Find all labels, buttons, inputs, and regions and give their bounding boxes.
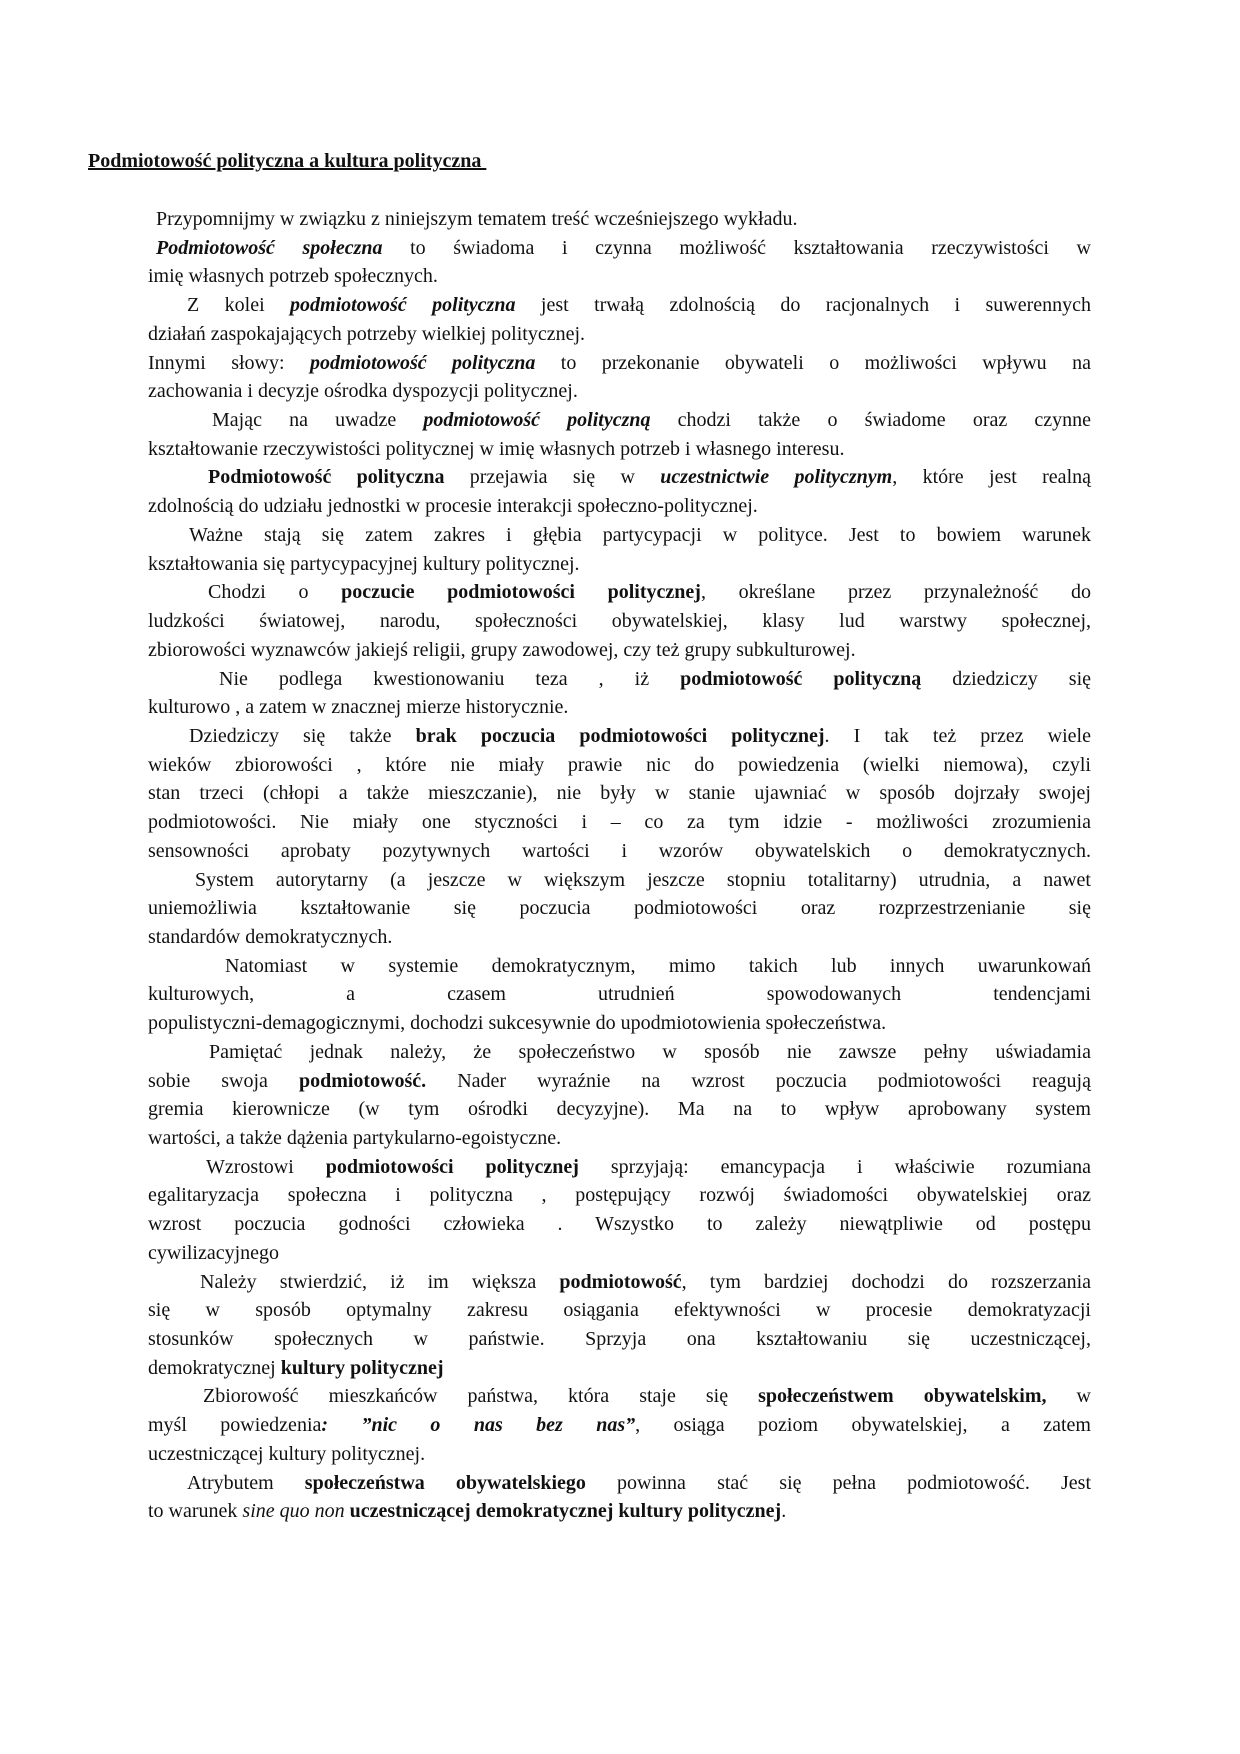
text-run: kształtowanie rzeczywistości politycznej w imię własnych potrzeb i własnego interesu. (148, 437, 845, 460)
text-line (148, 1210, 1091, 1239)
text-run: demokratycznej (148, 1356, 281, 1379)
text-run: Ważne stają się zatem zakres i głębia partycypacji w polityce. Jest to bowiem warunek (189, 523, 1091, 546)
text-run: myśl powiedzenia (148, 1414, 322, 1437)
emphasized-text: Podmiotowość społeczna (156, 236, 383, 259)
text-line (148, 894, 1091, 923)
text-line (148, 722, 1091, 751)
emphasized-text: podmiotowość. (298, 1069, 427, 1092)
emphasized-text: społeczeństwem obywatelskim, (758, 1385, 1047, 1408)
text-run: uniemożliwia kształtowanie się poczucia podmiotowości oraz rozprzestrzenianie się (148, 897, 1091, 920)
text-run: sobie swoja (148, 1069, 299, 1092)
text-run: populistyczni-demagogicznymi, dochodzi sukcesywnie do upodmiotowienia społeczeństwa. (148, 1012, 887, 1035)
text-run: . (781, 1500, 787, 1523)
text-run: Atrybutem (187, 1471, 305, 1494)
text-line (148, 320, 1091, 349)
document-title: Podmiotowość polityczna a kultura polityczna (88, 150, 487, 172)
text-run: stan trzeci (chłopi a także mieszczanie), nie były w stanie ujawniać w sposób dojrzały swojej (148, 782, 1091, 805)
emphasized-text: : ”nic o nas bez nas” (321, 1414, 636, 1437)
text-line (148, 923, 1091, 952)
text-run: sensowności aprobaty pozytywnych wartości i wzorów obywatelskich o demokratycznych. (148, 839, 1091, 862)
text-line (148, 234, 1091, 263)
text-line (148, 435, 1091, 464)
text-line (148, 808, 1091, 837)
text-run: imię własnych potrzeb społecznych. (148, 265, 438, 288)
text-line (148, 1124, 1091, 1153)
text-run: , tym bardziej dochodzi do rozszerzania (681, 1270, 1092, 1293)
text-run: wartości, a także dążenia partykularno-egoistyczne. (148, 1127, 562, 1149)
text-run: stosunków społecznych w państwie. Sprzyja ona kształtowaniu się uczestniczącej, (148, 1328, 1091, 1351)
text-line (148, 665, 1091, 694)
text-line (148, 377, 1091, 406)
text-run: cywilizacyjnego (148, 1241, 280, 1264)
text-run: kulturowo , a zatem w znacznej mierze historycznie. (148, 696, 569, 719)
text-run: przejawia się w (444, 466, 661, 489)
text-run: Należy stwierdzić, iż im większa (200, 1270, 560, 1293)
text-run: wzrost poczucia godności człowieka . Wszystko to zależy niewątpliwie od postępu (148, 1213, 1091, 1236)
text-line (148, 607, 1091, 636)
text-line (148, 751, 1091, 780)
text-line (148, 550, 1091, 579)
text-line (148, 1181, 1091, 1210)
text-run: podmiotowości. Nie miały one styczności i – co za tym idzie - możliwości zrozumienia (148, 811, 1091, 834)
text-line (148, 837, 1091, 866)
text-line (148, 1239, 1091, 1268)
text-run: to świadoma i czynna możliwość kształtowania rzeczywistości w (382, 236, 1091, 259)
text-run: Wzrostowi (206, 1155, 326, 1178)
text-run: zachowania i decyzje ośrodka dyspozycji politycznej. (148, 380, 578, 403)
text-line (148, 980, 1091, 1009)
text-line (148, 463, 1091, 492)
emphasized-text: podmiotowość (559, 1270, 682, 1293)
text-line (148, 1411, 1091, 1440)
emphasized-text: poczucie podmiotowości politycznej (341, 581, 701, 604)
text-line (148, 406, 1091, 435)
text-run: wieków zbiorowości , które nie miały prawie nic do powiedzenia (wielki niemowa), czyli (148, 753, 1091, 776)
document-body (148, 205, 1091, 1526)
text-line (148, 779, 1091, 808)
text-run: Natomiast w systemie demokratycznym, mimo takich lub innych uwarunkowań (225, 954, 1091, 977)
text-run: zdolnością do udziału jednostki w procesie interakcji społeczno-politycznej. (148, 495, 758, 518)
text-line (148, 1296, 1091, 1325)
text-run: , które jest realną (892, 466, 1091, 489)
text-line (148, 1382, 1091, 1411)
text-run: się w sposób optymalny zakresu osiągania efektywności w procesie demokratyzacji (148, 1299, 1091, 1322)
text-run: to przekonanie obywateli o możliwości wpływu na (535, 351, 1091, 374)
text-run: Dziedziczy się także (189, 724, 416, 747)
text-run: standardów demokratycznych. (148, 925, 393, 948)
text-run: uczestniczącej kultury politycznej. (148, 1442, 426, 1465)
text-run: w (1046, 1385, 1091, 1408)
text-line (148, 1268, 1091, 1297)
text-line (148, 1497, 1091, 1526)
emphasized-text: Podmiotowość polityczna (208, 466, 445, 489)
emphasized-text: uczestnictwie politycznym (660, 466, 893, 489)
text-run: chodzi także o świadome oraz czynne (650, 409, 1092, 432)
text-line (148, 492, 1091, 521)
emphasized-text: społeczeństwa obywatelskiego (304, 1471, 586, 1494)
emphasized-text: podmiotowość polityczna (309, 351, 536, 374)
emphasized-text: uczestniczącej demokratycznej kultury politycznej (349, 1500, 782, 1523)
text-run: Pamiętać jednak należy, że społeczeństwo w sposób nie zawsze pełny uświadamia (209, 1040, 1091, 1063)
text-run: to warunek (148, 1500, 243, 1523)
text-run: , określane przez przynależność do (700, 581, 1091, 604)
emphasized-text: brak poczucia podmiotowości politycznej (415, 724, 825, 747)
text-line (148, 1354, 1091, 1383)
emphasized-text: podmiotowość polityczna (290, 294, 516, 317)
text-run: jest trwałą zdolnością do racjonalnych i suwerennych (515, 294, 1091, 317)
text-run: Przypomnijmy w związku z niniejszym tematem treść wcześniejszego wykładu. (156, 208, 798, 230)
text-line (148, 578, 1091, 607)
text-line (148, 952, 1091, 981)
text-run: , osiąga poziom obywatelskiej, a zatem (635, 1414, 1091, 1437)
text-run: egalitaryzacja społeczna i polityczna , postępujący rozwój świadomości obywatelskiej oraz (148, 1184, 1091, 1207)
text-run: dziedziczy się (921, 667, 1092, 690)
text-line (148, 1095, 1091, 1124)
emphasized-text: podmiotowość polityczną (680, 667, 922, 690)
text-run: System autorytarny (a jeszcze w większym jeszcze stopniu totalitarny) utrudnia, a nawet (195, 868, 1091, 891)
text-run: Innymi słowy: (148, 351, 310, 374)
text-run: Nader wyraźnie na wzrost poczucia podmiotowości reagują (426, 1069, 1091, 1092)
text-run: sprzyjają: emancypacja i właściwie rozumiana (578, 1155, 1091, 1178)
text-line (148, 636, 1091, 665)
text-line (148, 1325, 1091, 1354)
text-run: Zbiorowość mieszkańców państwa, która staje się (203, 1385, 759, 1408)
text-line (148, 1067, 1091, 1096)
emphasized-text: sine quo non (242, 1500, 345, 1523)
text-line (148, 1009, 1091, 1038)
emphasized-text: podmiotowości politycznej (325, 1155, 579, 1178)
text-run: kształtowania się partycypacyjnej kultury politycznej. (148, 552, 580, 575)
text-run: gremia kierownicze (w tym ośrodki decyzyjne). Ma na to wpływ aprobowany system (148, 1098, 1091, 1121)
text-run: kulturowych, a czasem utrudnień spowodowanych tendencjami (148, 983, 1091, 1006)
text-line (148, 205, 1091, 234)
text-run: Chodzi o (208, 581, 342, 604)
text-line (148, 693, 1091, 722)
text-line (148, 1469, 1091, 1498)
text-run: Mając na uwadze (212, 409, 424, 432)
text-line (148, 349, 1091, 378)
text-run: działań zaspokajających potrzeby wielkiej politycznej. (148, 322, 586, 345)
text-line (148, 866, 1091, 895)
emphasized-text: kultury politycznej (280, 1356, 444, 1379)
text-run: Z kolei (187, 294, 291, 317)
text-line (148, 1038, 1091, 1067)
text-run: powinna stać się pełna podmiotowość. Jest (585, 1471, 1092, 1494)
text-line (148, 1153, 1091, 1182)
text-run: ludzkości światowej, narodu, społeczności obywatelskiej, klasy lud warstwy społecznej, (148, 610, 1091, 633)
text-run: zbiorowości wyznawców jakiejś religii, grupy zawodowej, czy też grupy subkulturowej. (148, 638, 856, 661)
text-run: Nie podlega kwestionowaniu teza , iż (219, 667, 681, 690)
text-line (148, 521, 1091, 550)
text-run: . I tak też przez wiele (824, 724, 1091, 747)
text-line (148, 1440, 1091, 1469)
text-line (148, 291, 1091, 320)
text-line (148, 262, 1091, 291)
emphasized-text: podmiotowość polityczną (423, 409, 651, 432)
